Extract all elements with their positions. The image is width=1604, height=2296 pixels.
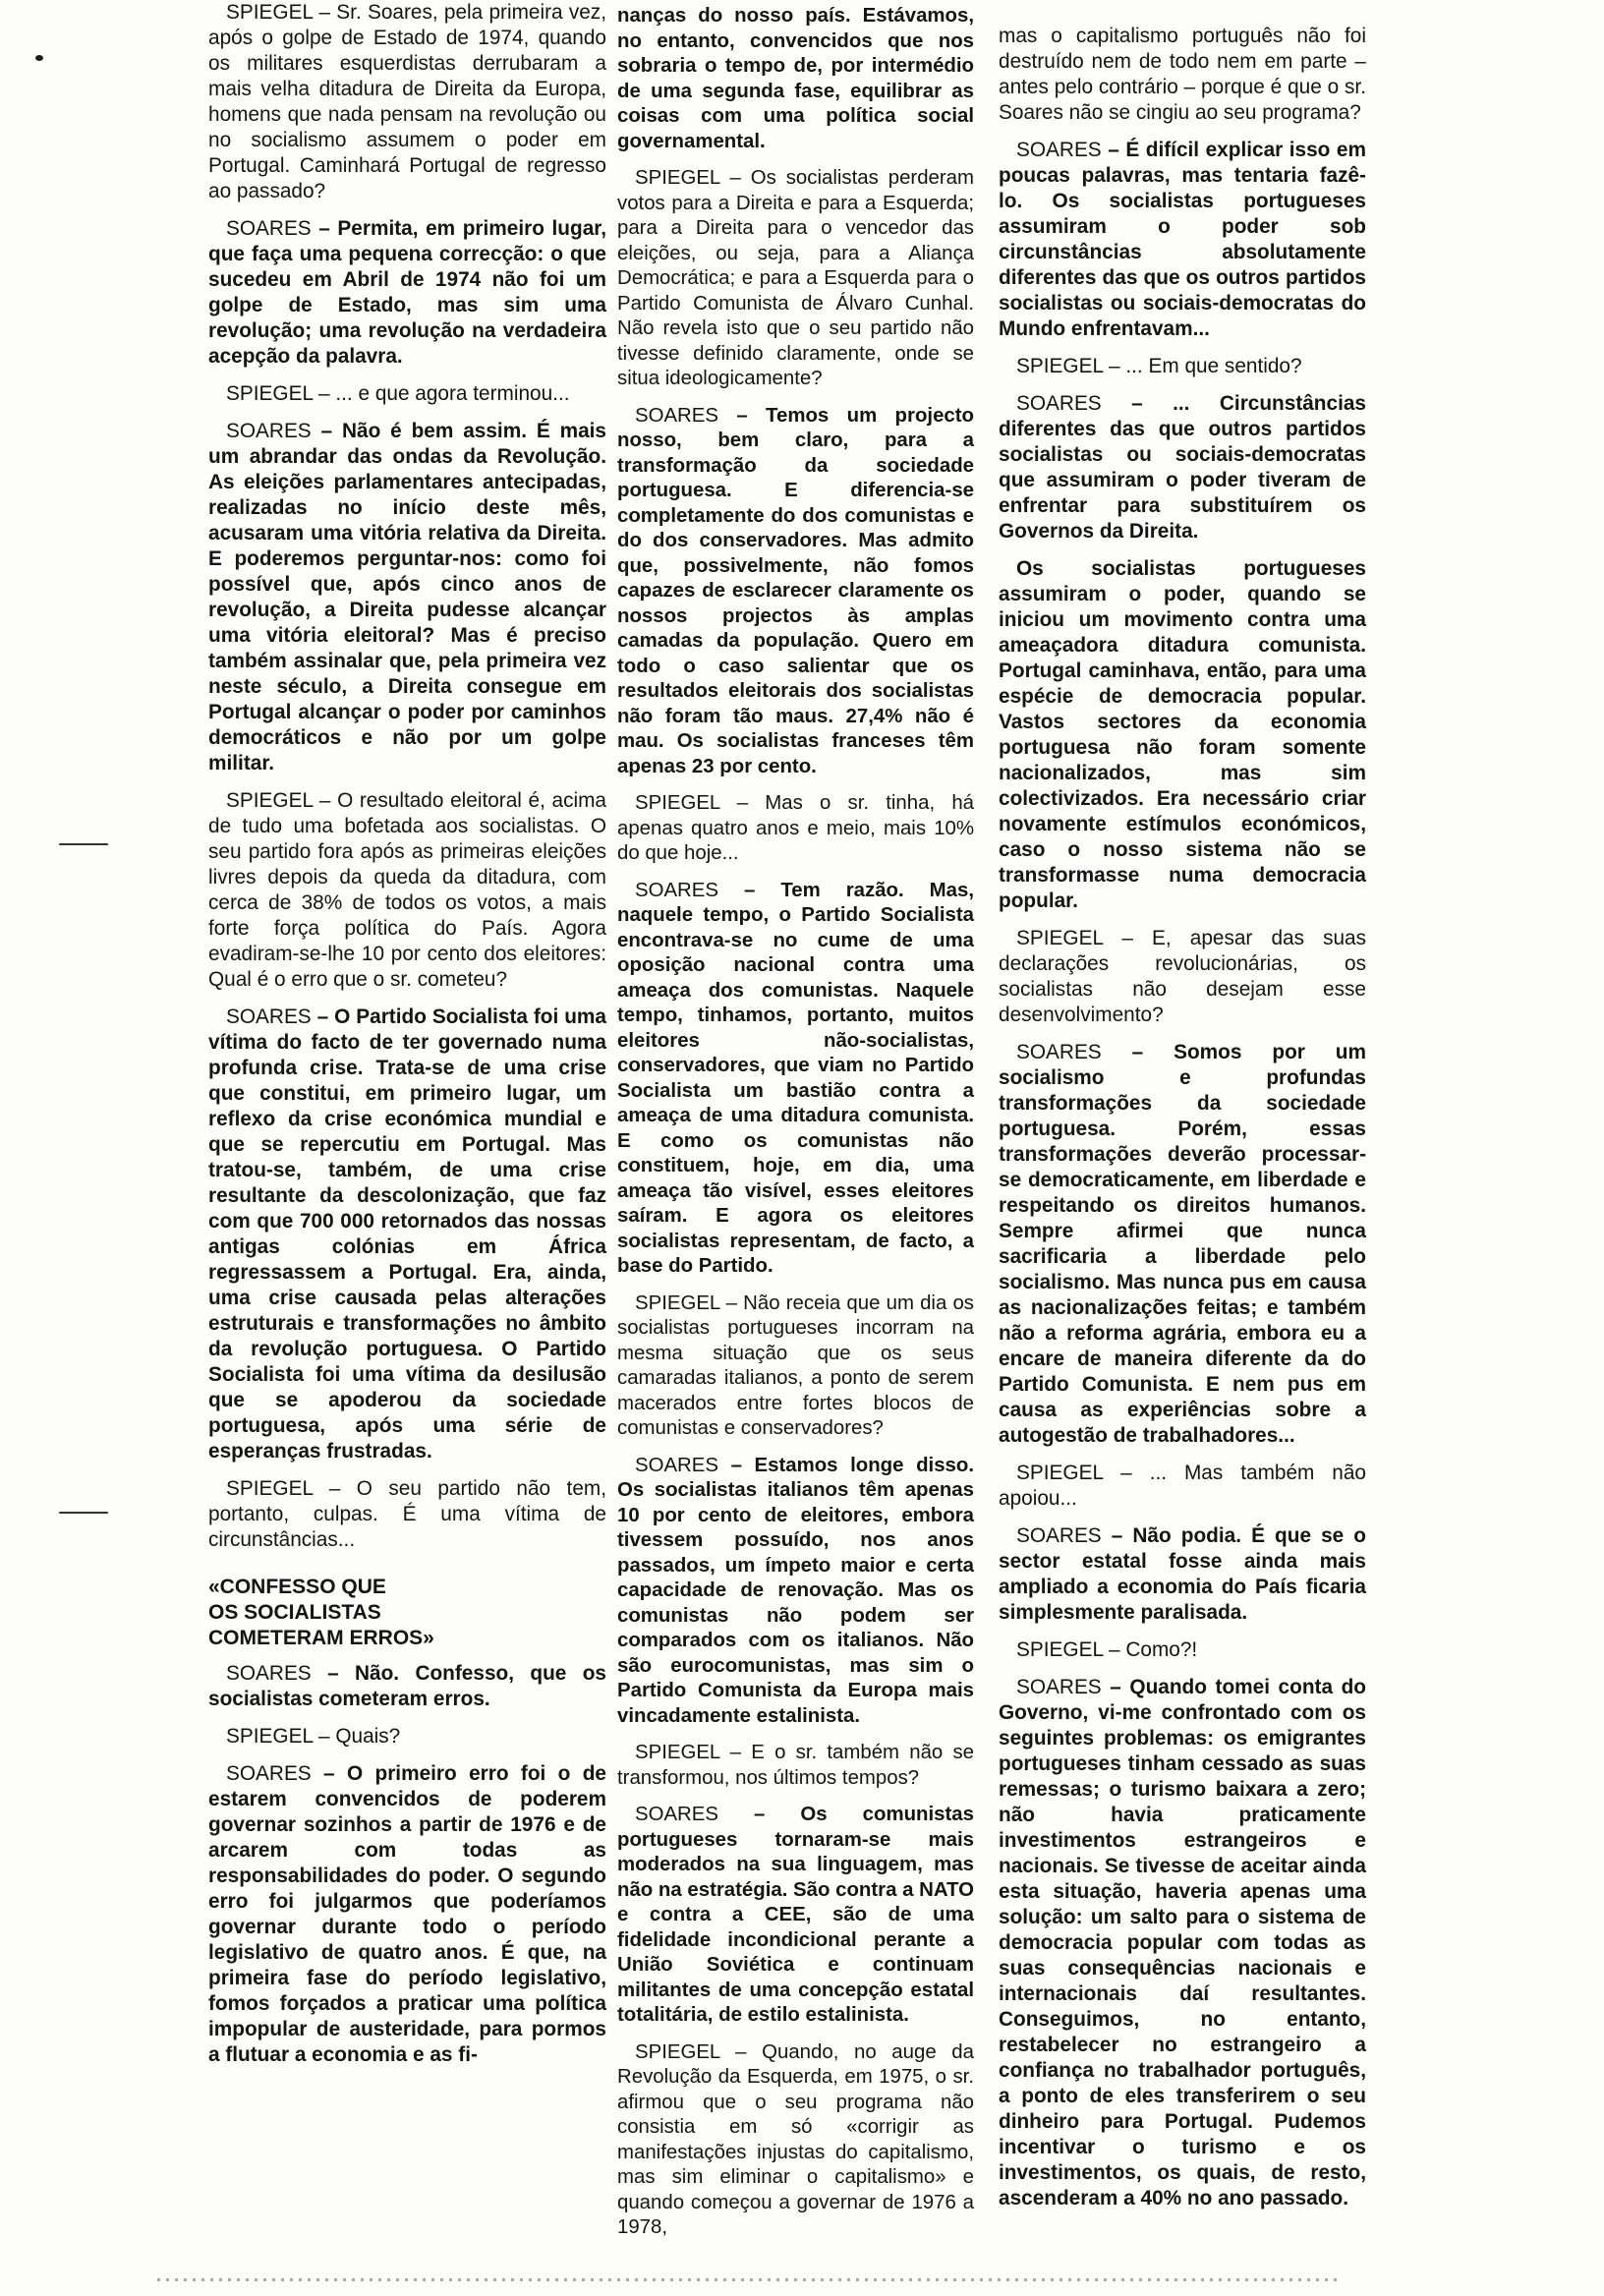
paragraph-text: – Sr. Soares, pela primeira vez, após o golpe de Estado de 1974, quando os militares esquerdistas derrubaram a mais velha ditadura de Direita da Europa, homens que nada pensam na revolução ou no socialismo assumem o poder em Portugal. Caminhará Portugal de regresso ao passado? [208,1,606,202]
paragraph-text: – Não receia que um dia os socialistas portugueses incorram na mesma situação que os seus camaradas italianos, a ponto de serem macerados entre fortes blocos de comunistas e conservadores? [617,1292,974,1439]
speaker-name: SOARES [226,1005,312,1028]
speaker-name: SOARES [226,217,312,240]
interview-paragraph [617,1454,974,1730]
paragraph-text: – E, apesar das suas declarações revolucionárias, os socialistas não desejam esse desenvolvimento? [999,927,1366,1026]
speaker-name: SOARES [1016,392,1102,415]
interview-paragraph [208,788,606,993]
paragraph-text: Os socialistas portugueses assumiram o poder, quando se iniciou um movimento contra uma ameaçadora ditadura comunista. Portugal caminhava, então, para uma espécie de democracia popular. Vastos sectores da economia portuguesa não foram somente nacionalizados, mas sim colectivizados. Era necessário criar novamente estímulos económicos, caso o nosso sistema não se transformasse numa democracia popular. [999,557,1366,912]
paragraph-text: – O resultado eleitoral é, acima de tudo uma bofetada aos socialistas. O seu partido fora após as primeiras eleições livres depois da queda da ditadura, com cerca de 38% de todos os votos, a mais forte força política do País. Agora evadiram-se-lhe 10 por cento dos eleitores: Qual é o erro que o sr. cometeu? [208,789,606,991]
speaker-name: SOARES [1016,1676,1102,1698]
paragraph-text: – Os socialistas perderam votos para a Direita e para a Esquerda; para a Direita para o vencedor das eleições, ou seja, para a Aliança Democrática; e para a Esquerda para o Partido Comunista de Álvaro Cunhal. Não revela isto que o seu partido não tivesse definido claramente, onde se situa ideologicamente? [617,167,974,389]
paragraph-text: – O primeiro erro foi o de estarem convencidos de poderem governar sozinhos a partir de 1976 e de arcarem com todas as responsabilidades do poder. O segundo erro foi julgarmos que poderíamos governar durante todo o período legislativo de quatro anos. É que, na primeira fase do período legislativo, fomos forçados a praticar uma política impopular de austeridade, para pormos a flutuar a economia e as fi- [208,1762,606,2066]
speaker-name: SPIEGEL [1016,355,1104,377]
interview-paragraph [999,354,1366,379]
paragraph-text: – ... Mas também não apoiou... [999,1462,1366,1510]
paragraph-text: – Não é bem assim. É mais um abrandar das ondas da Revolução. As eleições parlamentares antecipadas, realizadas no início deste mês, acusaram uma vitória relativa da Direita. E poderemos perguntar-nos: como foi possível que, após cinco anos de revolução, a Direita pudesse alcançar uma vitória eleitoral? Mas é preciso também assinalar que, pela primeira vez neste século, a Direita consegue em Portugal alcançar o poder por caminhos democráticos e não por um golpe militar. [208,420,606,775]
interview-paragraph [999,926,1366,1028]
paragraph-text: – Estamos longe disso. Os socialistas italianos têm apenas 10 por cento de eleitores, embora tivessem possuído, nos anos passados, um ímpeto maior e certa capacidade de renovação. Mas os comunistas não podem ser comparados com os italianos. Não são eurocomunistas, mas sim o Partido Comunista da Europa mais vincadamente estalinista. [617,1454,974,1727]
speaker-name: SPIEGEL [1016,1462,1104,1484]
speaker-name: SOARES [1016,139,1102,161]
speaker-name: SPIEGEL [635,2040,720,2063]
article-column-2 [617,4,974,2241]
speaker-name: SPIEGEL [1016,1638,1104,1661]
paragraph-text: – Mas o sr. tinha, há apenas quatro anos e meio, mais 10% do que hoje... [617,792,974,864]
interview-paragraph [617,1292,974,1442]
speaker-name: SOARES [635,1454,718,1476]
paragraph-text: – Quando tomei conta do Governo, vi-me confrontado com os seguintes problemas: os emigrantes portugueses tinham cessado as suas remessas; o turismo baixara a zero; não havia praticamente investimentos estrangeiros e nacionais. Se tivesse de aceitar ainda esta situação, haveria apenas uma solução: um salto para o sistema de democracia popular com todas as suas consequências nacionais e internacionais daí resultantes. Conseguimos, no entanto, restabelecer no estrangeiro a confiança no trabalhador português, a ponto de eles transferirem o seu dinheiro para Portugal. Pudemos incentivar o turismo e os investimentos, os quais, de resto, ascenderam a 40% no ano passado. [999,1676,1366,2210]
interview-paragraph [617,4,974,154]
speaker-name: SPIEGEL [226,382,314,405]
speaker-name: SOARES [635,879,718,901]
interview-paragraph [617,166,974,392]
interview-paragraph [999,1523,1366,1626]
interview-paragraph [999,556,1366,914]
article-column-1 [208,0,606,2068]
speaker-name: SPIEGEL [226,1477,314,1500]
interview-paragraph [617,879,974,1280]
interview-paragraph [208,1724,606,1750]
paragraph-text: – Somos por um socialismo e profundas transformações da sociedade portuguesa. Porém, essas transformações deverão processar-se democraticamente, em liberdade e respeitando os direitos humanos. Sempre afirmei que nunca sacrificaria a liberdade pelo socialismo. Mas nunca pus em causa as nacionalizações feitas; e também não a reforma agrária, embora eu a encare de maneira diferente da do Partido Comunista. E nem pus em causa as experiências sobre a autogestão de trabalhadores... [999,1041,1366,1447]
paragraph-text: – Como?! [1103,1638,1198,1661]
paragraph-text: – ... Circunstâncias diferentes das que outros partidos socialistas ou sociais-democratas que assumiram o poder tiveram de enfrentar para substituírem os Governos da Direita. [999,392,1366,543]
paragraph-text: – ... Em que sentido? [1103,355,1302,377]
paragraph-text: – Permita, em primeiro lugar, que faça uma pequena correcção: o que sucedeu em Abril de 1974 não foi um golpe de Estado, mas sim uma revolução; uma revolução na verdadeira acepção da palavra. [208,217,606,368]
speaker-name: SPIEGEL [226,1,314,24]
paragraph-text: – É difícil explicar isso em poucas palavras, mas tentaria fazê-lo. Os socialistas portugueses assumiram o poder sob circunstâncias absolutamente diferentes das que os outros partidos socialistas ou sociais-democratas do Mundo enfrentavam... [999,139,1366,340]
interview-paragraph [208,419,606,776]
speaker-name: SOARES [635,1804,718,1825]
paragraph-text: – Não. Confesso, que os socialistas cometeram erros. [208,1662,606,1710]
speaker-name: SPIEGEL [635,1292,720,1314]
paragraph-text: – E o sr. também não se transformou, nos últimos tempos? [617,1742,974,1789]
interview-paragraph [617,404,974,780]
interview-paragraph [208,1761,606,2068]
paragraph-text: – Não podia. É que se o sector estatal fosse ainda mais ampliado a economia do País ficaria simplesmente paralisada. [999,1524,1366,1624]
interview-paragraph [208,1004,606,1464]
interview-paragraph [999,1675,1366,2211]
speaker-name: SPIEGEL [226,1725,314,1748]
paragraph-text: – ... e que agora terminou... [313,382,570,405]
interview-paragraph [999,1461,1366,1512]
interview-paragraph [999,138,1366,342]
interview-paragraph [617,791,974,867]
interview-paragraph [617,1741,974,1791]
scan-mark-top [35,55,43,61]
speaker-name: SPIEGEL [635,1742,720,1763]
interview-paragraph [208,1476,606,1553]
interview-paragraph [208,1661,606,1712]
paragraph-text: – Temos um projecto nosso, bem claro, para a transformação da sociedade portuguesa. E diferencia-se completamente do dos comunistas e do dos conservadores. Mas admito que, possivelmente, não fomos capazes de esclarecer claramente os nossos projectos às amplas camadas da população. Quero em todo o caso salientar que os resultados eleitorais dos socialistas não foram tão maus. 27,4% não é mau. Os socialistas franceses têm apenas 23 por cento. [617,404,974,777]
scan-bottom-noise [157,2278,1337,2281]
column-1-paragraphs-continued [208,1661,606,2068]
interview-paragraph [999,391,1366,545]
paragraph-text: – Quais? [313,1725,401,1748]
interview-paragraph [999,1040,1366,1449]
interview-paragraph [999,1637,1366,1663]
speaker-name: SOARES [226,420,312,442]
scan-edge-mark [59,1512,108,1514]
paragraph-text: mas o capitalismo português não foi destruído nem de todo nem em parte – antes pelo contrário – porque é que o sr. Soares não se cingiu ao seu programa? [999,25,1366,124]
paragraph-text: – O Partido Socialista foi uma vítima do facto de ter governado numa profunda crise. Trata-se de uma crise que constitui, em primeiro lugar, um reflexo da crise económica mundial e que se repercutiu em Portugal. Mas tratou-se, também, de uma crise resultante da descolonização, que faz com que 700 000 retornados das nossas antigas colónias em África regressassem a Portugal. Era, ainda, uma crise causada pelas alterações estruturais e transformações no âmbito da revolução portuguesa. O Partido Socialista foi uma vítima da desilusão que se apoderou da sociedade portuguesa, após uma série de esperanças frustradas. [208,1005,606,1463]
interview-paragraph [208,216,606,370]
speaker-name: SOARES [1016,1524,1102,1547]
speaker-name: SPIEGEL [635,167,720,189]
paragraph-text: – O seu partido não tem, portanto, culpas. É uma vítima de circunstâncias... [208,1477,606,1551]
article-column-3 [999,24,1366,2211]
speaker-name: SPIEGEL [635,792,720,814]
paragraph-text: – Tem razão. Mas, naquele tempo, o Partido Socialista encontrava-se no cume de uma oposição nacional contra uma ameaça dos comunistas. Naquele tempo, tinhamos, portanto, muitos eleitores não-socialistas, conservadores, que viam no Partido Socialista um bastião contra a ameaça de uma ditadura comunista. E como os comunistas não constituem, hoje, em dia, uma ameaça tão visível, esses eleitores saíram. E agora os eleitores socialistas representam, de facto, a base do Partido. [617,879,974,1277]
paragraph-text: nanças do nosso país. Estávamos, no entanto, convencidos que nos sobraria o tempo de, por intermédio de uma segunda fase, equilibrar as coisas com uma política social governamental. [617,5,974,152]
article-subheading: «CONFESSO QUE OS SOCIALISTAS COMETERAM ERROS» [208,1576,434,1649]
speaker-name: SOARES [635,404,718,427]
speaker-name: SPIEGEL [226,789,314,812]
interview-paragraph [208,381,606,407]
speaker-name: SOARES [226,1662,312,1685]
speaker-name: SOARES [1016,1041,1102,1063]
scan-edge-mark [59,843,108,845]
paragraph-text: – Os comunistas portugueses tornaram-se mais moderados na sua linguagem, mas não na estratégia. São contra a NATO e contra a CEE, são de uma fidelidade incondicional perante a União Soviética e continuam militantes de uma concepção estatal totalitária, de estilo estalinista. [617,1804,974,2026]
column-1-paragraphs [208,0,606,1553]
paragraph-text: – Quando, no auge da Revolução da Esquerda, em 1975, o sr. afirmou que o seu programa não consistia em só «corrigir as manifestações injustas do capitalismo, mas sim eliminar o capitalismo» e quando começou a governar de 1976 a 1978, [617,2040,974,2238]
interview-paragraph [617,2040,974,2241]
interview-paragraph [208,0,606,204]
speaker-name: SPIEGEL [1016,927,1104,949]
interview-paragraph [999,24,1366,126]
interview-paragraph [617,1803,974,2029]
speaker-name: SOARES [226,1762,312,1785]
